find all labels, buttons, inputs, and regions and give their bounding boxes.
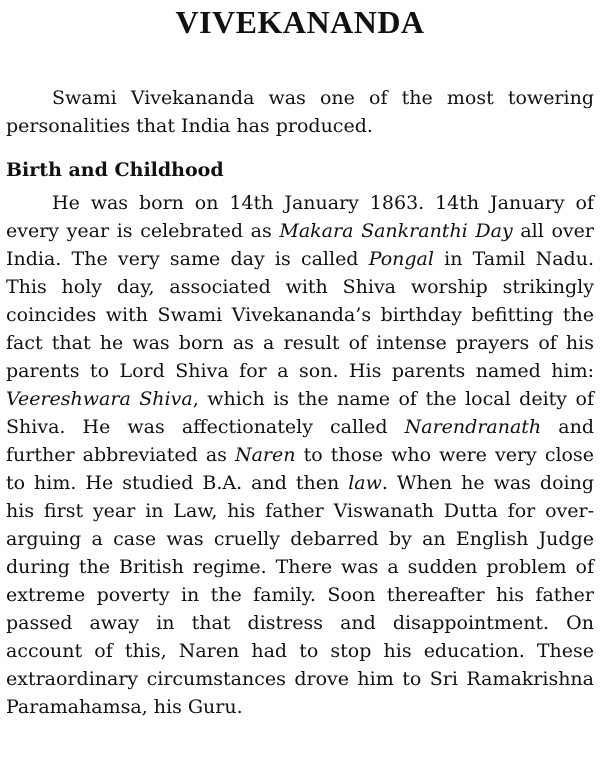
birth-childhood-paragraph xyxy=(6,189,594,721)
section-heading: Birth and Childhood xyxy=(6,159,224,181)
subject-italic: law xyxy=(348,472,382,494)
paragraph-text: all over India. The very same day is called xyxy=(6,220,594,270)
nickname-italic: Naren xyxy=(234,444,296,466)
paragraph-text: He was born on 14th January 1863. 14th January of every year is celebrated as xyxy=(6,192,594,242)
paragraph-text: and further abbreviated as xyxy=(6,416,594,466)
paragraph-text: in Tamil Nadu. This holy day, associated with Shiva worship strikingly coincides with Swami Vivekananda’s birthday befitting the fact that he was born as a result of intense prayers of his parents to Lord Shiva for a son. His parents named him: xyxy=(6,248,594,382)
paragraph-text: . When he was doing his first year in Law, his father Viswanath Dutta for over-arguing a case was cruelly debarred by an English Judge during the British regime. There was a sudden problem of extreme poverty in the family. Soon thereafter his father passed away in that distress and disappointment. On account of this, Naren had to stop his education. These extraordinary circumstances drove him to Sri Ramakrishna Paramahamsa, his Guru. xyxy=(6,472,594,718)
intro-paragraph: Swami Vivekananda was one of the most towering personalities that India has produced. xyxy=(6,87,594,137)
chapter-title: VIVEKANANDA xyxy=(175,4,425,40)
birth-name-italic: Veereshwara Shiva xyxy=(6,388,193,410)
festival-name-italic: Makara Sankranthi Day xyxy=(279,220,513,242)
festival-name-italic: Pongal xyxy=(368,248,434,270)
paragraph-text: to those who were very close to him. He studied B.A. and then xyxy=(6,444,594,494)
paragraph-text: , which is the name of the local deity of Shiva. He was affectionately called xyxy=(6,388,594,438)
given-name-italic: Narendranath xyxy=(404,416,542,438)
